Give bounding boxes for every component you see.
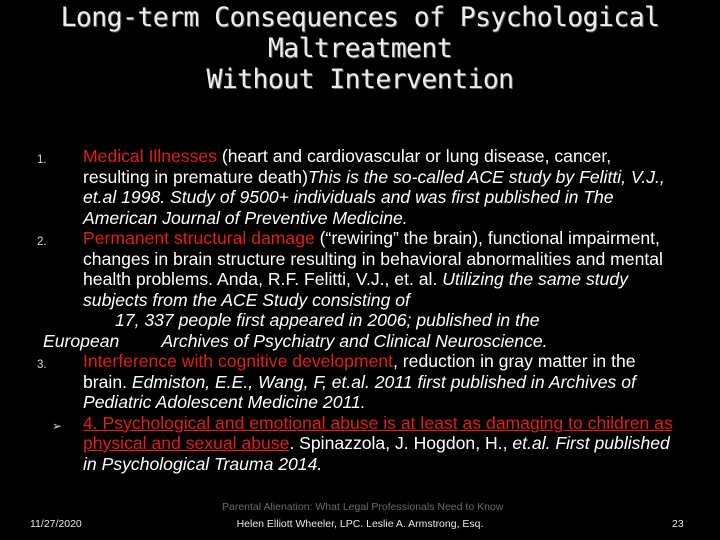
item-heading: Permanent structural damage [83, 228, 315, 248]
item-continuation: 17, 337 people first appeared in 2006; published in the [115, 310, 540, 330]
title-line: Long-term Consequences of Psychological [60, 2, 660, 33]
page-number: 23 [672, 518, 684, 530]
slide-body [37, 146, 680, 474]
title-line: Without Intervention [206, 64, 514, 95]
title-line: Maltreatment [267, 33, 453, 64]
item-text: (heart and cardiovascular or lung disease, cancer, resulting in premature death) [83, 146, 612, 187]
footer-presenters: Helen Elliott Wheeler, LPC. Leslie A. Armstrong, Esq. [236, 518, 484, 530]
footer-date: 11/27/2020 [30, 518, 82, 530]
item-number: 3. [37, 359, 47, 371]
item-citation: et.al. First published in Psychological Trauma 2014. [83, 433, 670, 474]
item-heading: Interference with cognitive development [83, 351, 394, 371]
item-text: , reduction in gray matter in the brain. [83, 351, 636, 392]
footer-ghost-text: Parental Alienation: What Legal Professionals Need to Know [222, 501, 504, 513]
item-heading: Medical Illnesses [83, 146, 217, 166]
item-continuation: European Archives of Psychiatry and Clinical Neuroscience. [43, 330, 548, 351]
item-number: 2. [37, 236, 47, 248]
arrow-bullet-icon: ➢ [52, 418, 63, 433]
item-citation: Edmiston, E.E., Wang, F, et.al. 2011 first published in Archives of Pediatric Adolescent Medicine 2011. [83, 371, 636, 412]
item-citation: This is the so-called ACE study by Felitti, V.J., et.al 1998. Study of 9500+ individuals and was first published in The American Journal of Preventive Medicine. [83, 166, 665, 228]
list-item-2 [37, 228, 680, 310]
item-heading: 4. Psychological and emotional abuse is at least as damaging to children as physical and sexual abuse [83, 412, 673, 453]
list-item-1 [37, 146, 680, 228]
item-citation: Utilizing the same study subjects from the ACE Study consisting of [83, 269, 629, 310]
list-item-4 [40, 413, 680, 475]
item-number: 1. [37, 154, 47, 166]
item-text: (“rewiring” the brain), functional impairment, changes in brain structure resulting in behavioral abnormalities and mental health problems. Anda, R.F. Felitti, V.J., et. al. [83, 228, 663, 289]
item-text: . Spinazzola, J. Hogdon, H., [289, 433, 513, 453]
list-item-3 [37, 351, 680, 413]
slide-title [0, 2, 720, 95]
